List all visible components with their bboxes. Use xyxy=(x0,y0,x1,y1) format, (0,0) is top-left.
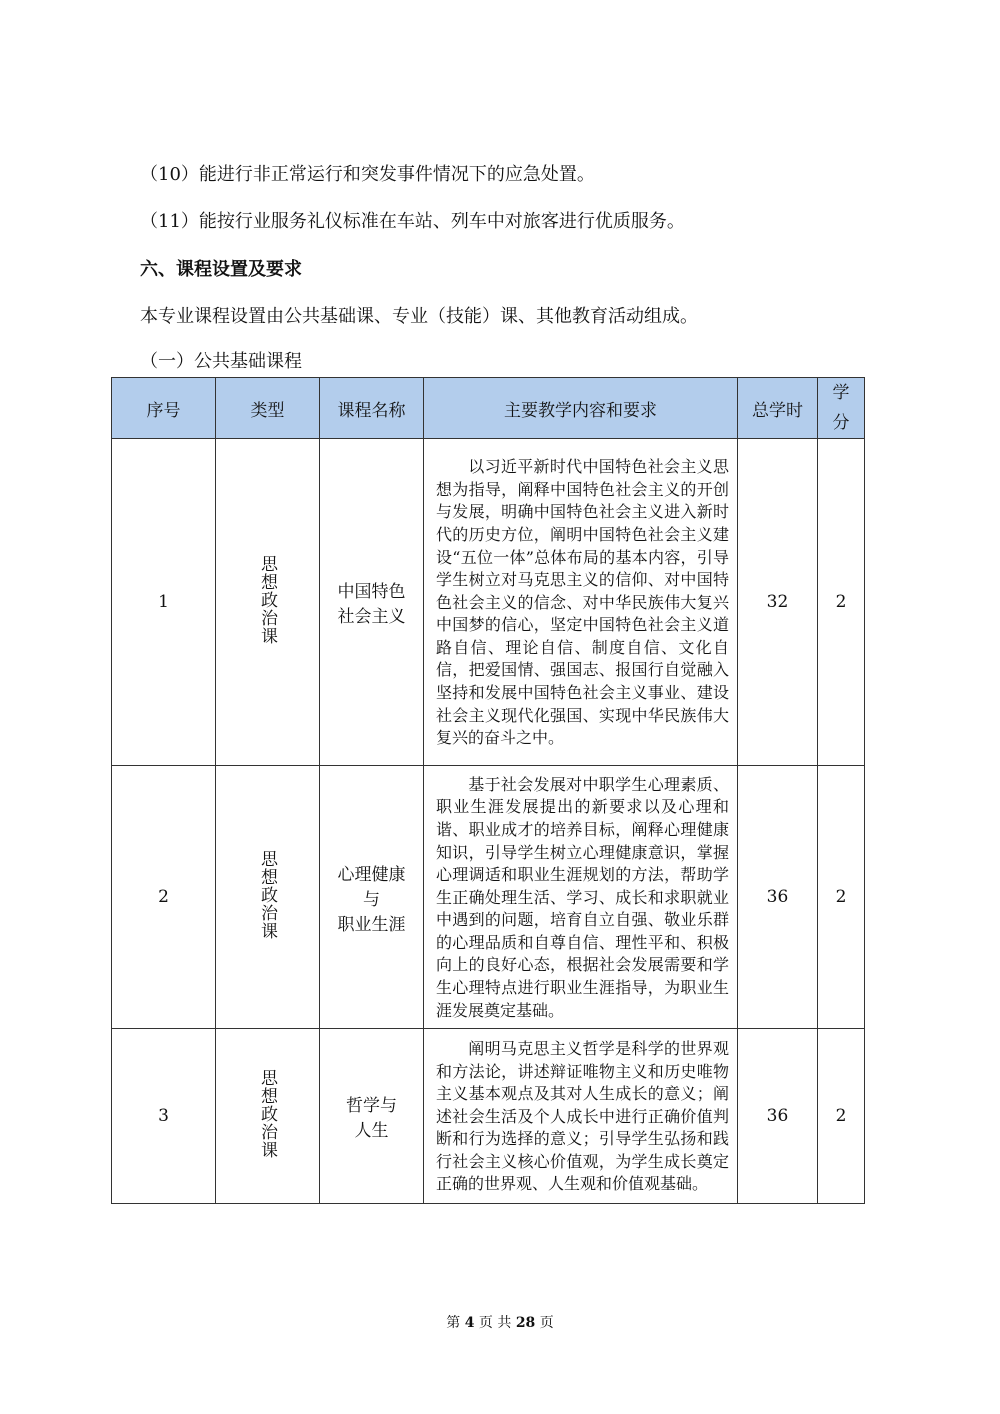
cell-name xyxy=(320,766,424,1029)
table-row xyxy=(112,439,865,766)
cell-type: 思想政治课 xyxy=(216,439,320,766)
cell-name-line: 心理健康 xyxy=(337,864,406,885)
cell-name-line: 职业生涯 xyxy=(337,914,406,935)
cell-name xyxy=(320,439,424,766)
cell-content xyxy=(424,439,738,766)
header-no: 序号 xyxy=(112,378,216,439)
cell-no: 2 xyxy=(112,766,216,1029)
cell-name-line: 中国特色 xyxy=(337,582,406,602)
table-header-row xyxy=(112,378,865,439)
cell-content-text: 阐明马克思主义哲学是科学的世界观和方法论，讲述辩证唯物主义和历史唯物主义基本观点及其对人生成长的意义；阐述社会生活及个人成长中进行正确价值判断和行为选择的意义；引导学生弘扬和践行社会主义核心价值观，为学生成长奠定正确的世界观、人生观和价值观基础。 xyxy=(436,1038,729,1194)
table-row xyxy=(112,766,865,1029)
footer-page-number: 4 xyxy=(464,1315,475,1331)
paragraph-item-11: （11）能按行业服务礼仪标准在车站、列车中对旅客进行优质服务。 xyxy=(140,211,685,232)
section-heading: 六、课程设置及要求 xyxy=(140,259,302,280)
cell-hours: 32 xyxy=(738,439,818,766)
page-footer xyxy=(0,1312,1000,1332)
cell-credits: 2 xyxy=(818,439,865,766)
cell-content xyxy=(424,1029,738,1204)
cell-content-text: 基于社会发展对中职学生心理素质、职业生涯发展提出的新要求以及心理和谐、职业成才的培养目标，阐释心理健康知识，引导学生树立心理健康意识，掌握心理调适和职业生涯规划的方法，帮助学生正确处理生活、学习、成长和求职就业中遇到的问题，培育自立自强、敬业乐群的心理品质和自尊自信、理性平和、积极向上的良好心态，根据社会发展需要和学生心理特点进行职业生涯指导，为职业生涯发展奠定基础。 xyxy=(436,774,729,1020)
header-credits: 学分 xyxy=(818,378,865,439)
header-content: 主要教学内容和要求 xyxy=(424,378,738,439)
table-row xyxy=(112,1029,865,1204)
cell-credits: 2 xyxy=(818,766,865,1029)
cell-content-text: 以习近平新时代中国特色社会主义思想为指导，阐释中国特色社会主义的开创与发展，明确中国特色社会主义进入新时代的历史方位，阐明中国特色社会主义建设“五位一体”总体布局的基本内容，引导学生树立对马克思主义的信仰、对中国特色社会主义的信念、对中华民族伟大复兴中国梦的信心，坚定中国特色社会主义道路自信、理论自信、制度自信、文化自信，把爱国情、强国志、报国行自觉融入坚持和发展中国特色社会主义事业、建设社会主义现代化强国、实现中华民族伟大复兴的奋斗之中。 xyxy=(436,457,729,748)
cell-no: 1 xyxy=(112,439,216,766)
footer-prefix: 第 xyxy=(446,1315,461,1331)
cell-hours: 36 xyxy=(738,766,818,1029)
cell-type: 思想政治课 xyxy=(216,1029,320,1204)
cell-name-line: 哲学与 xyxy=(346,1096,397,1116)
cell-name-line: 与 xyxy=(363,889,380,910)
cell-hours: 36 xyxy=(738,1029,818,1204)
header-name: 课程名称 xyxy=(320,378,424,439)
cell-name-line: 社会主义 xyxy=(337,607,406,627)
cell-name-line: 人生 xyxy=(354,1121,389,1141)
cell-no: 3 xyxy=(112,1029,216,1204)
cell-content xyxy=(424,766,738,1029)
subsection-heading: （一）公共基础课程 xyxy=(140,351,302,372)
footer-suffix: 页 xyxy=(539,1315,554,1331)
cell-credits: 2 xyxy=(818,1029,865,1204)
cell-name xyxy=(320,1029,424,1204)
header-type: 类型 xyxy=(216,378,320,439)
cell-type: 思想政治课 xyxy=(216,766,320,1029)
intro-paragraph: 本专业课程设置由公共基础课、专业（技能）课、其他教育活动组成。 xyxy=(140,306,698,327)
header-hours: 总学时 xyxy=(738,378,818,439)
footer-total-pages: 28 xyxy=(515,1315,536,1331)
course-table xyxy=(111,377,865,1204)
footer-middle: 页 共 xyxy=(478,1315,512,1331)
paragraph-item-10: （10）能进行非正常运行和突发事件情况下的应急处置。 xyxy=(140,164,595,185)
